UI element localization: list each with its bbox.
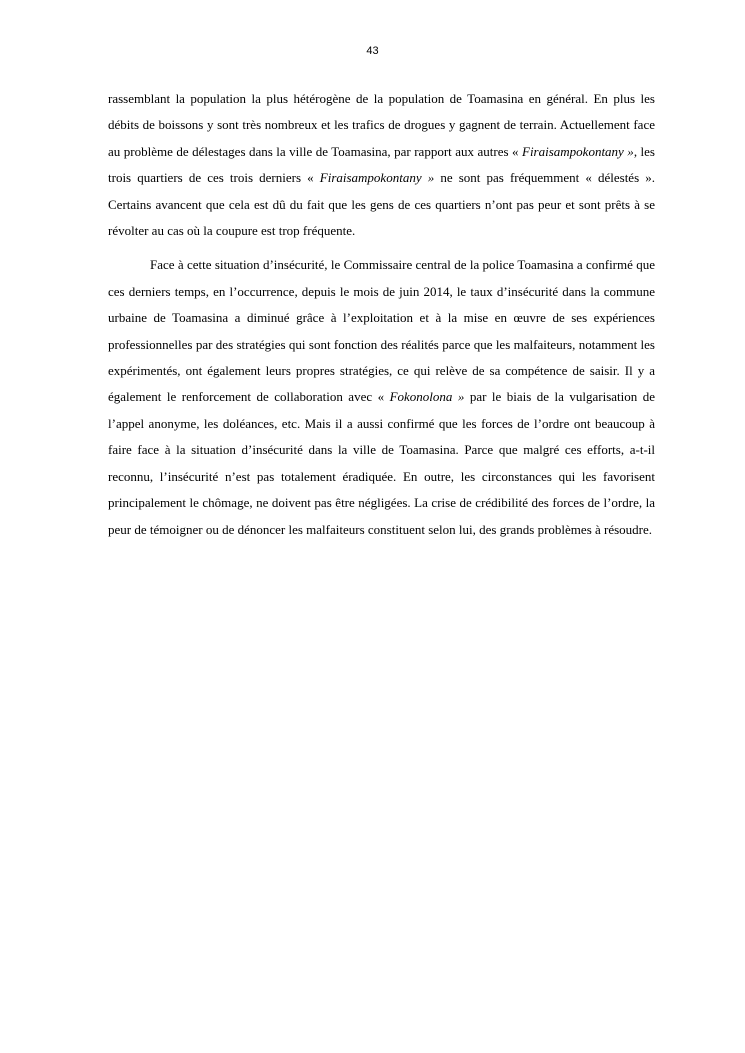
paragraph-1-run-4-italic: Firaisampokontany » xyxy=(319,170,435,186)
paragraph-2-run-3: par le biais de la vulgarisation de l’appel anonyme, les doléances, etc. Mais il a aussi confirmé que les forces de l’ordre ont beaucoup à faire face à la situation d’insécurité dans la ville de Toamasina. Parce que malgré ces efforts, a-t-il reconnu, l’insécurité n’est pas totalement éradiquée. En outre, les circonstances qui les favorisent principalement le chômage, ne doivent pas être négligées. La crise de crédibilité des forces de l’ordre, la peur de témoigner ou de dénoncer les malfaiteurs constituent selon lui, des grands problèmes à résoudre. xyxy=(108,389,655,537)
page-number: 43 xyxy=(366,45,379,57)
body-text xyxy=(108,86,655,543)
paragraph-1-run-1: rassemblant la population la plus hétérogène de la population de Toamasina en général. En plus les débits de boissons y sont très nombreux et les trafics de drogues y gagnent de terrain. Actuellement face au problème de délestages dans la ville de Toamasina, par rapport aux autres « xyxy=(108,91,655,159)
paragraph-2-run-2-italic: Fokonolona » xyxy=(389,389,465,405)
paragraph-1-run-5: ne sont pas fréquemment « délestés ». Certains avancent que cela est dû du fait que les gens de ces quartiers n’ont pas peur et sont prêts à se révolter au cas où la coupure est trop fréquente. xyxy=(108,170,656,239)
paragraph-1 xyxy=(108,86,655,244)
paragraph-1-run-2-italic: Firaisampokontany » xyxy=(522,143,634,159)
paragraph-1-run-3: , les trois quartiers de ces trois derniers « xyxy=(108,143,655,186)
paragraph-2-run-1: Face à cette situation d’insécurité, le Commissaire central de la police Toamasina a confirmé que ces derniers temps, en l’occurrence, depuis le mois de juin 2014, le taux d’insécurité dans la commune urbaine de Toamasina a diminué grâce à l’exploitation et à la mise en œuvre de ses expériences professionnelles par des stratégies qui sont fonction des réalités parce que les malfaiteurs, notamment les expérimentés, ont également leurs propres stratégies, ce qui relève de sa compétence de saisir. Il y a également le renforcement de collaboration avec « xyxy=(108,257,655,405)
paragraph-2 xyxy=(108,252,655,542)
